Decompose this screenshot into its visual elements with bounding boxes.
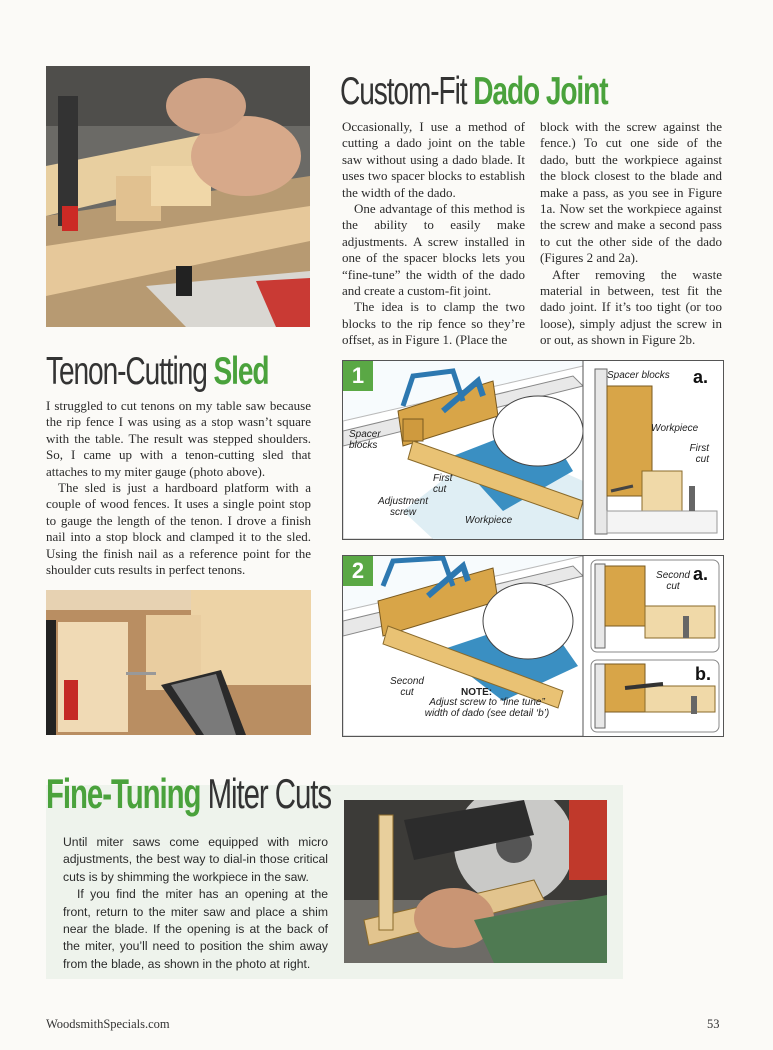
dado-heading-thin: Custom-Fit: [340, 70, 474, 113]
figure-2-note-title: NOTE:: [461, 687, 493, 698]
figure-1: [342, 360, 724, 540]
miter-saw-photo: [344, 800, 607, 963]
dado-paragraph: One advantage of this method is the ability to easily make adjustments. A screw installed in one of the spacer blocks lets you “fine-tune” the width of the dado and create a custom-fit joint.: [342, 201, 525, 299]
miter-paragraph: If you find the miter has an opening at the front, return to the miter saw and place a shim near the blade. If the opening is at the back of the miter, you’ll need to position the shim away from the blade, as shown in the photo at right.: [63, 887, 328, 971]
tenon-paragraph: I struggled to cut tenons on my table saw because the rip fence I was using as a stop wasn’t square with the table. The result was stepped shoulders. So, I came up with a tenon-cutting sled that attaches to my miter gauge (photo above).: [46, 398, 311, 479]
dado-paragraph: Occasionally, I use a method of cutting a dado joint on the table saw without using a dado blade. It uses two spacer blocks to establish the width of the dado.: [342, 119, 525, 200]
miter-paragraph: Until miter saws come equipped with micro adjustments, the best way to dial-in those critical cuts is by shimming the workpiece in the saw.: [63, 835, 328, 884]
figure-1-first-cut-label: First cut: [433, 473, 453, 495]
detail-2b-letter: b.: [695, 664, 711, 684]
tenon-text: [46, 398, 311, 578]
figure-2: [342, 555, 724, 737]
tenon-heading: [46, 350, 269, 394]
detail-2a-second-cut-label: Second cut: [656, 570, 690, 592]
dado-heading: [340, 70, 607, 114]
detail-2a-letter: a.: [693, 564, 709, 584]
tenon-paragraph: The sled is just a hardboard platform with a couple of wood fences. It uses a single point stop to gauge the length of the tenon. I drove a finish nail into a stop block and clamped it to the sled. Using the finish nail as a reference point for the shoulder cuts results in perfect tenons.: [46, 480, 311, 578]
footer-site: WoodsmithSpecials.com: [46, 1017, 170, 1031]
figure-1-number: 1: [343, 361, 373, 391]
miter-heading-bold: Fine-Tuning: [46, 770, 201, 817]
tenon-heading-bold: Sled: [213, 350, 269, 393]
dado-column-1: [342, 119, 525, 349]
miter-heading: [46, 770, 331, 818]
dado-heading-bold: Dado Joint: [473, 70, 608, 113]
detail-1a-workpiece-label: Workpiece: [651, 423, 699, 434]
dado-photo: [46, 66, 310, 327]
figure-1-screw-label: Adjustment screw: [377, 496, 429, 518]
tenon-sled-photo: [46, 590, 311, 735]
figure-1-workpiece-label: Workpiece: [465, 515, 513, 526]
figure-2-number: 2: [343, 556, 373, 586]
figure-1-spacer-label: Spacer blocks: [349, 429, 381, 451]
dado-paragraph: block with the screw against the fence.) To cut one side of the dado, butt the workpiece against the block closest to the blade and make a pass, as you see in Figure 1a. Now set the workpiece against the screw and make a second pass to cut the other side of the dado (Figures 2 and 2a).: [540, 119, 722, 266]
dado-paragraph: After removing the waste material in between, test fit the dado joint. If it’s too tight (or too loose), simply adjust the screw in or out, as shown in Figure 2b.: [540, 266, 722, 348]
tenon-heading-thin: Tenon-Cutting: [46, 350, 214, 393]
dado-paragraph: The idea is to clamp the two blocks to the rip fence so they’re offset, as in Figure 1. (Place the: [342, 299, 525, 348]
figure-2-second-cut-label: Second cut: [390, 676, 424, 698]
footer-page-number: 53: [707, 1017, 720, 1031]
detail-1a-first-cut-label: First cut: [689, 443, 709, 465]
miter-text: [63, 834, 328, 973]
figure-2-note-body: Adjust screw to “fine tune” width of dado (see detail ‘b’): [424, 697, 550, 719]
detail-1a-letter: a.: [693, 367, 709, 387]
miter-heading-thin: Miter Cuts: [200, 770, 332, 817]
dado-column-2: [540, 119, 722, 349]
detail-1a-spacer-label: Spacer blocks: [607, 370, 670, 381]
